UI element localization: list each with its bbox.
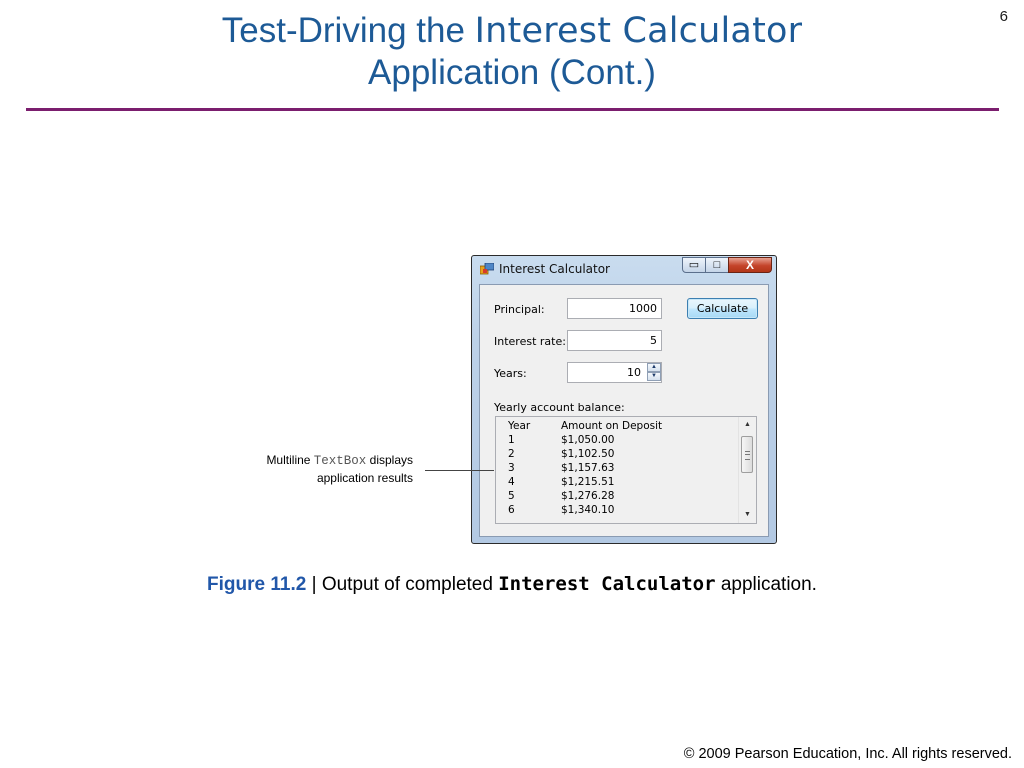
result-amount: $1,157.63 (561, 462, 615, 474)
title-app-name: Interest Calculator (474, 11, 803, 51)
caption-tail: application. (715, 574, 817, 595)
interest-rate-input[interactable]: 5 (567, 330, 662, 351)
maximize-button[interactable] (705, 257, 729, 273)
maximize-icon: □ (713, 259, 721, 271)
results-textbox[interactable] (495, 416, 757, 524)
years-label: Years: (494, 367, 527, 380)
callout-leader-line (425, 470, 494, 471)
figure-label: Figure 11.2 (207, 574, 307, 595)
years-stepper-input[interactable]: 10 (567, 362, 662, 383)
title-text-a: Test-Driving the (221, 11, 475, 50)
callout-annotation (210, 452, 413, 487)
principal-input[interactable]: 1000 (567, 298, 662, 319)
callout-text-a: Multiline (266, 453, 314, 467)
copyright-notice: © 2009 Pearson Education, Inc. All rights reserved. (683, 746, 1012, 762)
stepper-down-icon[interactable]: ▼ (647, 372, 661, 381)
title-line-2: Application (Cont.) (368, 53, 656, 92)
result-year: 6 (508, 504, 515, 516)
years-stepper (647, 363, 661, 382)
result-year: 5 (508, 490, 515, 502)
calculate-button[interactable]: Calculate (687, 298, 758, 319)
minimize-icon: ▭ (688, 259, 700, 271)
callout-code: TextBox (313, 454, 367, 468)
callout-text-c: application results (316, 471, 413, 485)
result-year: 4 (508, 476, 515, 488)
slide-title (0, 10, 1024, 93)
minimize-button[interactable] (682, 257, 706, 273)
result-amount: $1,102.50 (561, 448, 615, 460)
scrollbar-thumb[interactable] (741, 436, 753, 473)
close-button[interactable] (728, 257, 772, 273)
result-year: 1 (508, 434, 515, 446)
callout-text-b: displays (366, 453, 413, 467)
window-titlebar[interactable] (472, 256, 776, 283)
stepper-up-icon[interactable]: ▲ (647, 363, 661, 372)
result-amount: $1,340.10 (561, 504, 615, 516)
results-scrollbar[interactable] (738, 417, 756, 523)
slide-number: 6 (999, 8, 1008, 25)
yearly-balance-label: Yearly account balance: (494, 401, 625, 414)
result-amount: $1,215.51 (561, 476, 615, 488)
year-column-header: Year (508, 420, 531, 432)
caption-app-name: Interest Calculator (498, 573, 716, 595)
title-line-1 (0, 10, 1024, 52)
figure-caption (0, 573, 1024, 596)
scroll-up-icon[interactable]: ▲ (744, 421, 751, 428)
result-year: 2 (508, 448, 515, 460)
grip-icon (745, 451, 750, 460)
scroll-down-icon[interactable]: ▼ (744, 511, 751, 518)
title-divider (26, 108, 999, 111)
app-window-icon (480, 263, 494, 275)
principal-label: Principal: (494, 303, 545, 316)
window-title: Interest Calculator (499, 262, 610, 276)
result-amount: $1,050.00 (561, 434, 615, 446)
caption-text: | Output of completed (306, 574, 499, 595)
result-year: 3 (508, 462, 515, 474)
interest-rate-label: Interest rate: (494, 335, 566, 348)
amount-column-header: Amount on Deposit (561, 420, 663, 432)
close-icon: X (745, 258, 754, 272)
result-amount: $1,276.28 (561, 490, 615, 502)
interest-calculator-window (471, 255, 777, 544)
window-client-area (479, 284, 769, 537)
